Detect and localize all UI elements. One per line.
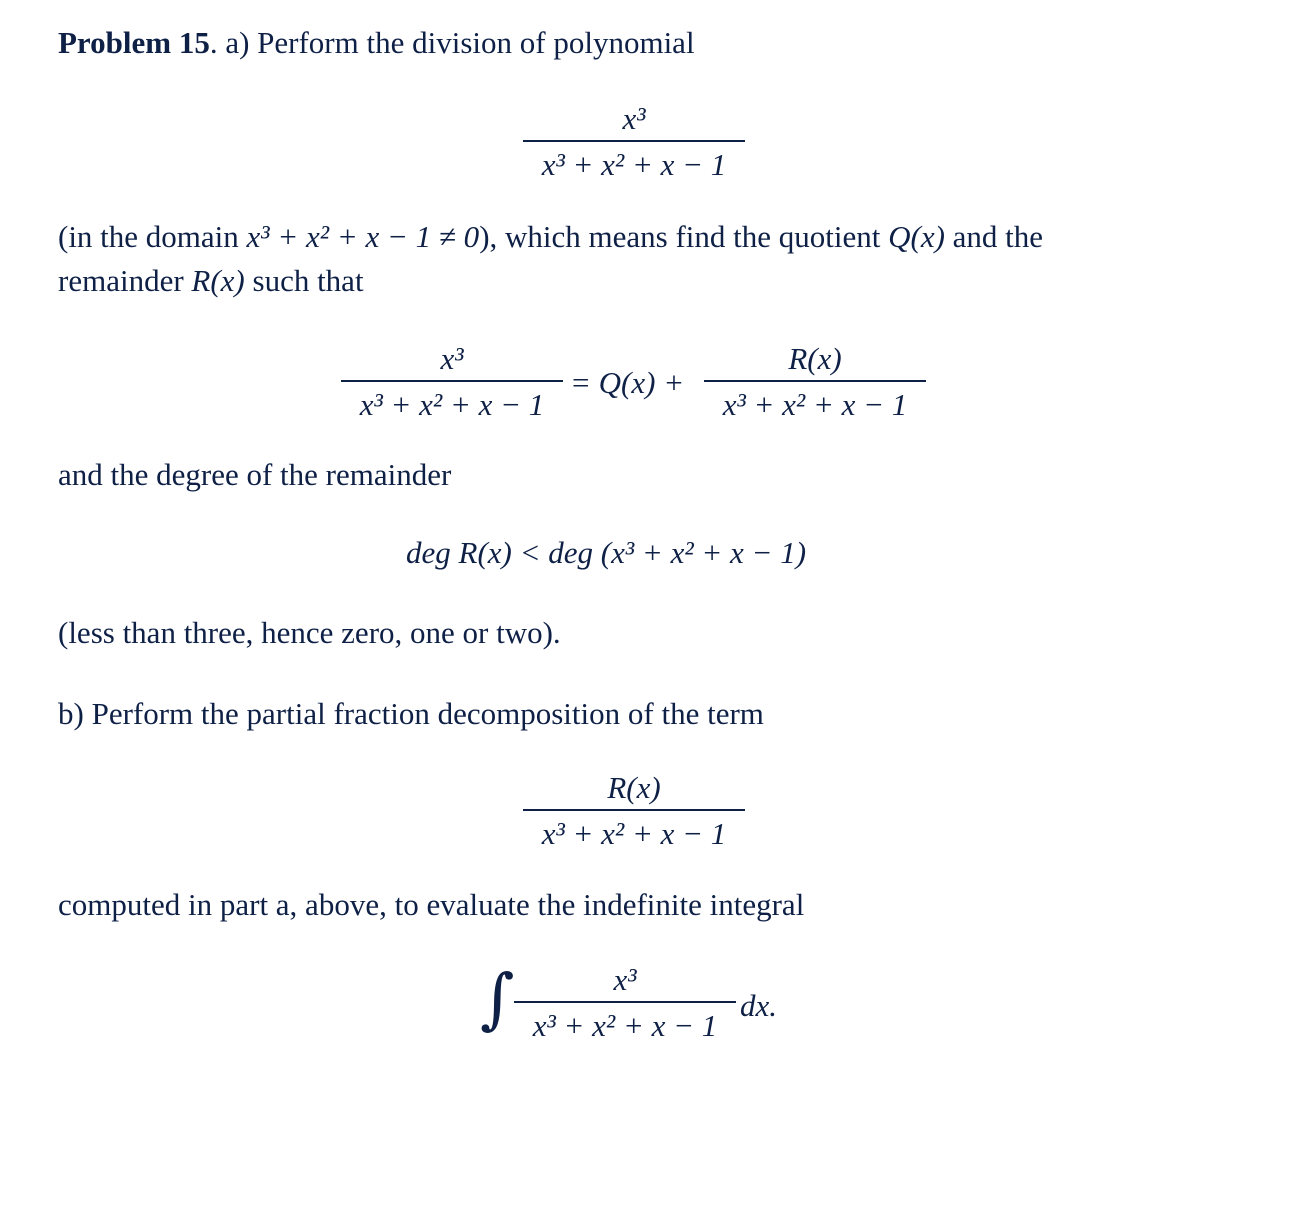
integral-numerator: x³ (613, 962, 637, 997)
integral-dx: dx. (740, 988, 778, 1023)
domain-expression: x³ + x² + x − 1 ≠ 0 (246, 219, 480, 254)
equation-lhs-numerator: x³ (440, 341, 464, 376)
integral-denominator: x³ + x² + x − 1 (532, 1008, 718, 1043)
fraction-b-numerator: R(x) (607, 770, 661, 805)
equation-middle: = Q(x) + (570, 365, 685, 400)
domain-text-2: ), which means find the quotient (479, 219, 889, 254)
problem-label: Problem 15 (58, 25, 210, 60)
fraction-b-denominator: x³ + x² + x − 1 (541, 816, 727, 851)
domain-text-5: such that (244, 263, 364, 298)
computed-text: computed in part a, above, to evaluate the indefinite integral (58, 887, 805, 922)
domain-paragraph-line1 (58, 221, 1043, 252)
fraction-main-numerator: x³ (622, 101, 646, 136)
equation-lhs-fraction (341, 343, 563, 420)
domain-text-1: (in the domain (58, 219, 247, 254)
integral-sign: ∫ (480, 960, 515, 1037)
equation-rhs-fraction (704, 343, 926, 420)
domain-text-3: and the (944, 219, 1044, 254)
domain-paragraph-line2 (58, 265, 364, 296)
part-b-text: b) Perform the partial fraction decomposition of the term (58, 696, 764, 731)
integral-fraction (514, 964, 736, 1041)
fraction-main (523, 103, 745, 180)
fraction-b (523, 772, 745, 849)
equation-lhs-denominator: x³ + x² + x − 1 (359, 387, 545, 422)
problem-heading (58, 27, 695, 58)
degree-text: and the degree of the remainder (58, 457, 452, 492)
equation-rhs-numerator: R(x) (788, 341, 842, 376)
less-text: (less than three, hence zero, one or two). (58, 615, 561, 650)
domain-text-4: remainder (58, 263, 192, 298)
fraction-main-denominator: x³ + x² + x − 1 (541, 147, 727, 182)
degree-inequality: deg R(x) < deg (x³ + x² + x − 1) (406, 535, 807, 570)
problem-intro: . a) Perform the division of polynomial (209, 25, 695, 60)
remainder-symbol: R(x) (191, 263, 245, 298)
equation-rhs-denominator: x³ + x² + x − 1 (722, 387, 908, 422)
quotient-symbol: Q(x) (888, 219, 945, 254)
